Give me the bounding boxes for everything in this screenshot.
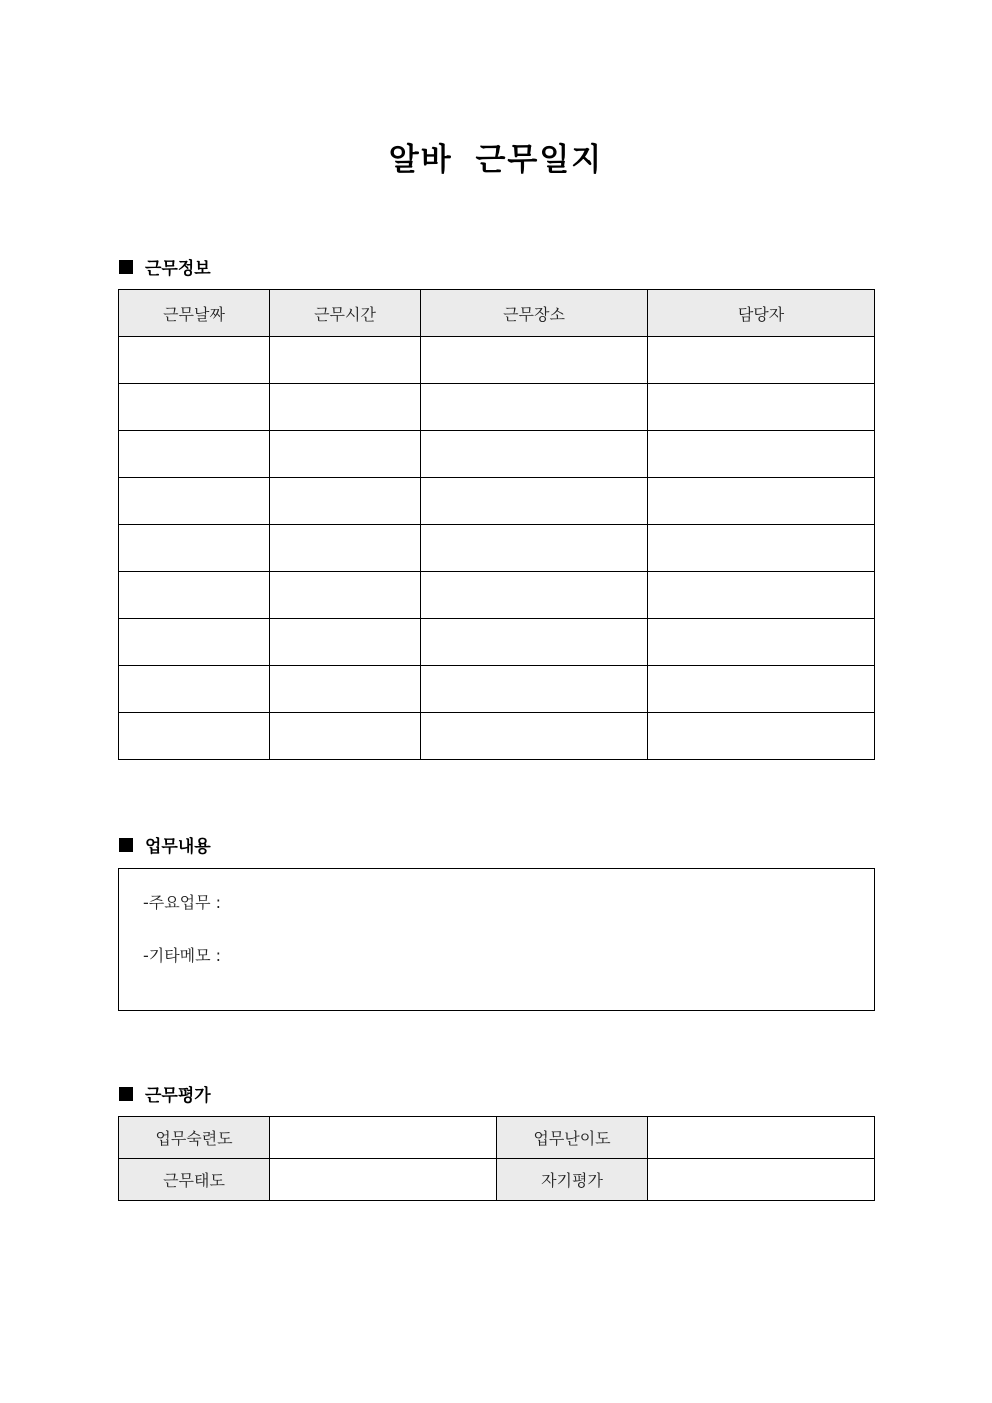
cell-place[interactable] <box>421 666 648 713</box>
cell-place[interactable] <box>421 384 648 431</box>
square-bullet-icon <box>119 838 133 852</box>
table-row <box>119 713 875 760</box>
table-header-row <box>119 290 875 337</box>
column-header-manager: 담당자 <box>648 290 875 337</box>
table-row <box>119 1117 875 1159</box>
label-self-evaluation: 자기평가 <box>497 1159 648 1201</box>
cell-manager[interactable] <box>648 431 875 478</box>
cell-date[interactable] <box>119 478 270 525</box>
cell-place[interactable] <box>421 337 648 384</box>
value-skill[interactable] <box>270 1117 497 1159</box>
label-attitude: 근무태도 <box>119 1159 270 1201</box>
cell-place[interactable] <box>421 478 648 525</box>
table-row <box>119 525 875 572</box>
other-memo-field[interactable] <box>143 943 221 966</box>
cell-time[interactable] <box>270 713 421 760</box>
table-row <box>119 666 875 713</box>
cell-date[interactable] <box>119 572 270 619</box>
section-heading-work-content <box>119 832 211 857</box>
work-content-box[interactable] <box>118 868 875 1011</box>
cell-date[interactable] <box>119 384 270 431</box>
table-row <box>119 1159 875 1201</box>
main-task-label: -주요업무 : <box>143 893 222 912</box>
cell-manager[interactable] <box>648 713 875 760</box>
cell-manager[interactable] <box>648 478 875 525</box>
cell-manager[interactable] <box>648 619 875 666</box>
section-heading-label: 근무평가 <box>145 1086 211 1106</box>
column-header-date: 근무날짜 <box>119 290 270 337</box>
square-bullet-icon <box>119 260 133 274</box>
value-self-evaluation[interactable] <box>648 1159 875 1201</box>
cell-time[interactable] <box>270 337 421 384</box>
table-row <box>119 478 875 525</box>
cell-time[interactable] <box>270 478 421 525</box>
cell-manager[interactable] <box>648 337 875 384</box>
cell-place[interactable] <box>421 713 648 760</box>
column-header-place: 근무장소 <box>421 290 648 337</box>
table-row <box>119 337 875 384</box>
label-difficulty: 업무난이도 <box>497 1117 648 1159</box>
value-difficulty[interactable] <box>648 1117 875 1159</box>
other-memo-label: -기타메모 : <box>143 946 222 965</box>
square-bullet-icon <box>119 1087 133 1101</box>
cell-date[interactable] <box>119 713 270 760</box>
cell-manager[interactable] <box>648 525 875 572</box>
cell-date[interactable] <box>119 431 270 478</box>
section-heading-evaluation <box>119 1081 211 1106</box>
cell-place[interactable] <box>421 431 648 478</box>
cell-manager[interactable] <box>648 572 875 619</box>
cell-time[interactable] <box>270 525 421 572</box>
cell-time[interactable] <box>270 431 421 478</box>
table-row <box>119 572 875 619</box>
section-heading-label: 업무내용 <box>145 837 211 857</box>
cell-manager[interactable] <box>648 666 875 713</box>
main-task-field[interactable] <box>143 890 221 913</box>
cell-date[interactable] <box>119 666 270 713</box>
cell-date[interactable] <box>119 337 270 384</box>
cell-date[interactable] <box>119 619 270 666</box>
cell-time[interactable] <box>270 572 421 619</box>
cell-time[interactable] <box>270 619 421 666</box>
table-row <box>119 619 875 666</box>
cell-place[interactable] <box>421 572 648 619</box>
document-title: 알바 근무일지 <box>388 142 604 178</box>
cell-time[interactable] <box>270 384 421 431</box>
cell-place[interactable] <box>421 525 648 572</box>
table-row <box>119 384 875 431</box>
evaluation-table <box>118 1116 875 1201</box>
section-heading-label: 근무정보 <box>145 259 211 279</box>
cell-date[interactable] <box>119 525 270 572</box>
section-heading-work-info <box>119 254 211 279</box>
cell-time[interactable] <box>270 666 421 713</box>
label-skill: 업무숙련도 <box>119 1117 270 1159</box>
value-attitude[interactable] <box>270 1159 497 1201</box>
cell-manager[interactable] <box>648 384 875 431</box>
table-row <box>119 431 875 478</box>
cell-place[interactable] <box>421 619 648 666</box>
work-info-table <box>118 289 875 760</box>
column-header-time: 근무시간 <box>270 290 421 337</box>
